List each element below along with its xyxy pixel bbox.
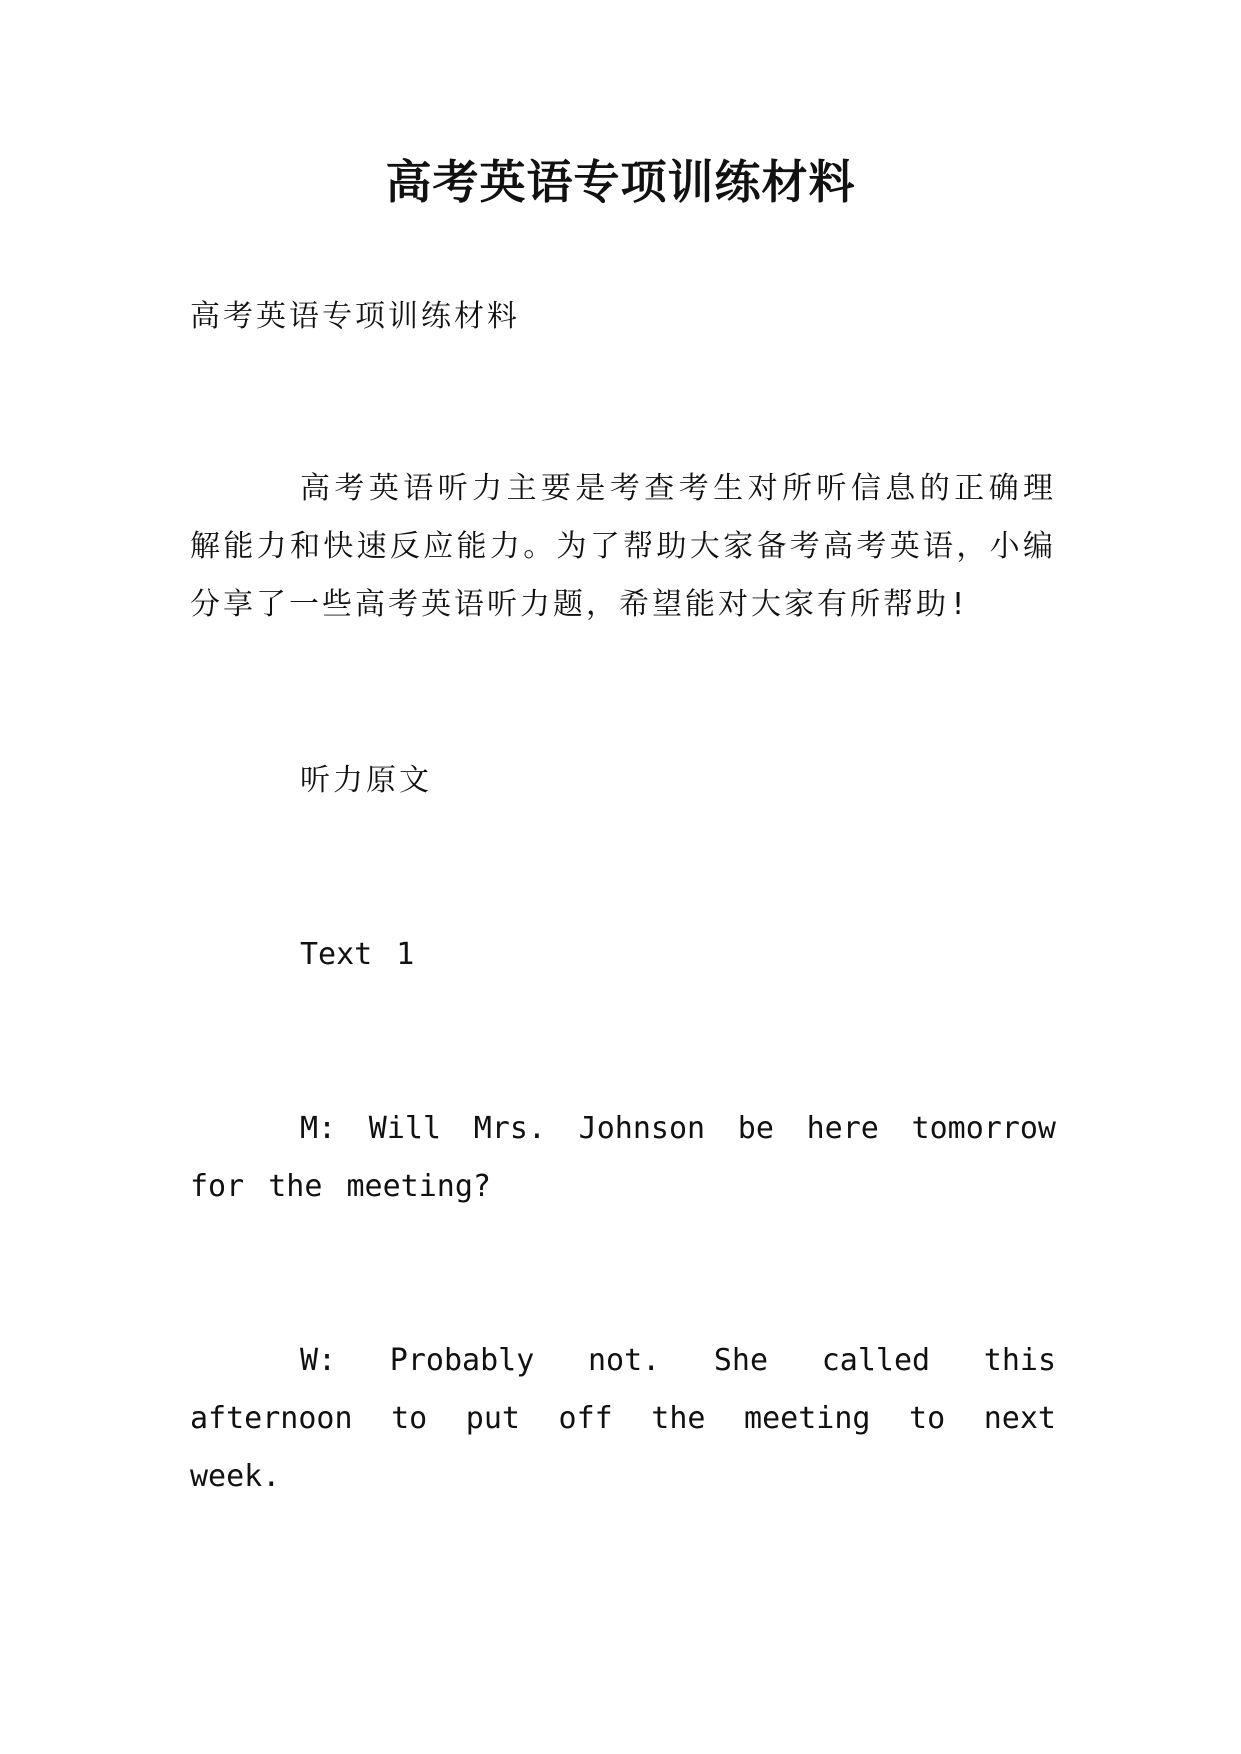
dialogue-line-woman: W: Probably not. She called this afternoon to put off the meeting to next week. [190,1343,1056,1494]
intro-paragraph: 高考英语听力主要是考查考生对所听信息的正确理解能力和快速反应能力。为了帮助大家备考高考英语，小编分享了一些高考英语听力题，希望能对大家有所帮助! [190,471,1056,622]
text-label: Text 1 [300,937,415,972]
document-subtitle: 高考英语专项训练材料 [190,299,520,334]
section-heading: 听力原文 [300,763,432,798]
document-title: 高考英语专项训练材料 [385,155,856,209]
dialogue-line-man: M: Will Mrs. Johnson be here tomorrow for the meeting? [190,1111,1056,1204]
